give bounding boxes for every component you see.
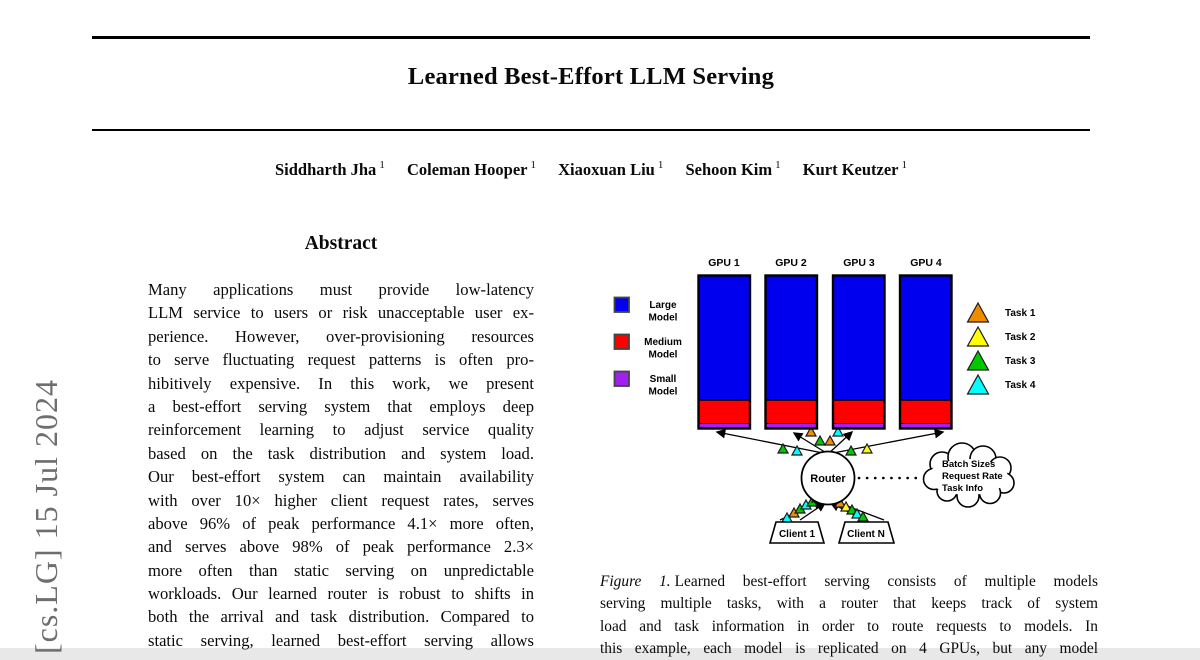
- abstract-line: workloads. Our learned router is robust to shifts in: [148, 584, 534, 604]
- task1-triangle: [825, 436, 835, 445]
- task-legend-label: Task 4: [1005, 380, 1036, 391]
- author-name: Xiaoxuan Liu $^1$: [558, 159, 664, 179]
- model-legend-label: Model: [648, 386, 678, 398]
- gpu-bar: [900, 276, 952, 429]
- abstract-line: perience. However, over-provisioning resources: [148, 326, 534, 346]
- model-legend: [615, 298, 682, 398]
- client-label: Client 1: [778, 529, 816, 540]
- task-legend-label: Task 3: [1005, 356, 1036, 367]
- client-nodes: [770, 522, 894, 543]
- model-legend-label: Small: [649, 374, 677, 385]
- arxiv-sidebar-label: [cs.LG] 15 Jul 2024: [28, 379, 64, 654]
- gpu-label: GPU 3: [843, 257, 875, 269]
- abstract-line: with over 10× higher client request rates, serves: [148, 490, 534, 510]
- gpu-bar: [699, 276, 751, 429]
- caption-line: serving multiple tasks, with a router that keeps track of system: [600, 595, 1098, 613]
- task-legend-label: Task 1: [1005, 308, 1036, 319]
- figure-1-diagram: [590, 248, 1110, 568]
- figure-number-label: Figure 1.: [600, 573, 671, 590]
- abstract-line: a best-effort serving system that employs deep: [148, 396, 534, 416]
- gpu-bars: [699, 257, 952, 429]
- gpu-label: GPU 4: [910, 257, 942, 269]
- model-legend-label: Model: [648, 349, 678, 361]
- abstract-line: LLM service to users or risk unacceptable user ex-: [148, 303, 534, 323]
- author-affiliation-sup: 1: [901, 159, 908, 171]
- gpu-bar: [766, 276, 818, 429]
- gpu-label: GPU 1: [708, 257, 740, 269]
- router-node: [802, 452, 855, 505]
- abstract-line: to serve fluctuating request patterns is often pro-: [148, 350, 534, 370]
- system-info-cloud: [924, 443, 1015, 507]
- abstract-line: above 96% of peak performance 4.1× more often,: [148, 513, 534, 533]
- task-legend-label: Task 2: [1005, 332, 1036, 343]
- model-legend-label: Large: [649, 300, 677, 311]
- abstract-line: Many applications must provide low-latency: [148, 280, 534, 299]
- caption-line: this example, each model is replicated on 4 GPUs, but any model: [600, 639, 1098, 657]
- page-title: Learned Best-Effort LLM Serving: [407, 63, 775, 90]
- task1-swatch: [968, 303, 989, 322]
- abstract-heading: Abstract: [304, 233, 378, 254]
- caption-line: Figure 1. Learned best-effort serving consists of multiple models: [600, 573, 1098, 590]
- model-legend-label: Model: [648, 312, 678, 324]
- abstract-line: static serving, learned best-effort serving allows: [148, 630, 534, 650]
- abstract-line: Our best-effort system can maintain availability: [148, 467, 534, 487]
- task3-swatch: [968, 351, 989, 370]
- abstract-line: more often than static serving on unpredictable: [148, 560, 534, 580]
- cloud-line: Request Rate: [942, 471, 1003, 482]
- author-list: [92, 159, 1090, 180]
- title-rule: [92, 129, 1090, 132]
- caption-line: load and task information in order to route requests to models. In: [600, 617, 1098, 635]
- abstract-line: and serves above 98% of peak performance 2.3×: [148, 537, 534, 557]
- medium-model-swatch: [615, 335, 630, 350]
- abstract-line: reinforcement learning to adjust service quality: [148, 420, 534, 440]
- author-affiliation-sup: 1: [530, 159, 536, 171]
- model-legend-label: Medium: [644, 337, 682, 348]
- author-affiliation-sup: 1: [379, 159, 385, 171]
- author-name: Coleman Hooper $^1$: [406, 159, 536, 179]
- router-label: Router: [810, 473, 846, 485]
- author-affiliation-sup: 1: [657, 159, 664, 171]
- top-rule: [92, 36, 1090, 39]
- client-label: Client N: [847, 529, 885, 540]
- cloud-line: Task Info: [942, 483, 983, 494]
- author-name: Sehoon Kim $^1$: [685, 159, 781, 179]
- task3-triangle: [815, 436, 825, 445]
- figure-caption: [600, 571, 1098, 660]
- abstract-line: hibitively expensive. In this work, we present: [148, 373, 534, 393]
- task-legend: [968, 303, 1036, 394]
- cloud-line: Batch Sizes: [942, 459, 996, 470]
- abstract-line: both the arrival and task distribution. Compared to: [148, 607, 534, 627]
- author-name: Siddharth Jha $^1$: [274, 159, 385, 179]
- abstract-body: [148, 278, 534, 652]
- large-model-swatch: [615, 298, 630, 313]
- gpu-bar: [833, 276, 885, 429]
- task4-swatch: [968, 375, 989, 394]
- small-model-swatch: [615, 372, 630, 387]
- abstract-line: based on the task distribution and system load.: [148, 443, 534, 463]
- gpu-label: GPU 2: [775, 257, 807, 269]
- author-name: Kurt Keutzer $^1$: [802, 159, 908, 179]
- author-affiliation-sup: 1: [775, 159, 781, 171]
- task2-swatch: [968, 327, 989, 346]
